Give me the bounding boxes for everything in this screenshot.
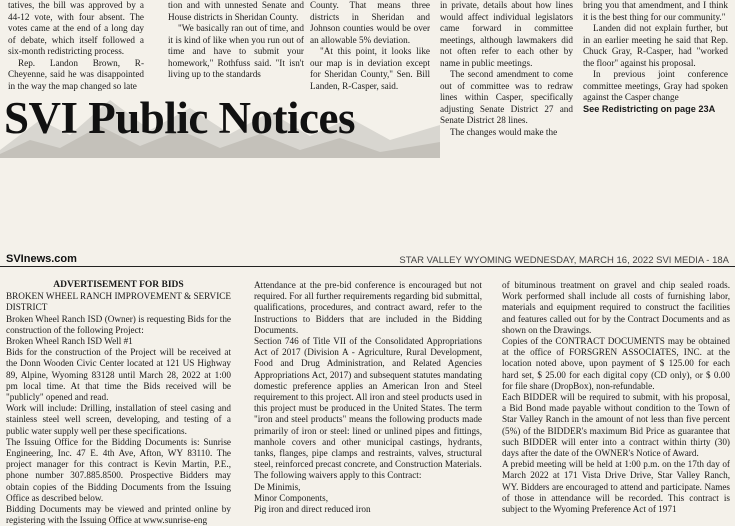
notice-paragraph: Minor Components, [254, 492, 329, 503]
notice-paragraph: Work will include: Drilling, installation of steel casing and stainless steel well screen, developing, and testing of a public water supply well per these specifications. [6, 403, 231, 436]
article-column-2 [168, 0, 304, 90]
notice-column-1 [6, 280, 231, 526]
notice-paragraph: Copies of the CONTRACT DOCUMENTS may be obtained at the office of FORSGREN ASSOCIATES, INC. at the location noted above, upon payment of $ 125.00 for each hard set, $ 25.00 for each digital copy (CD only), or $ 0.00 for file share (DropBox), non-refundable. [502, 336, 730, 391]
continued-on-link[interactable]: See Redistricting on page 23A [583, 103, 716, 114]
article-paragraph: tion and with unnested Senate and House districts in Sheridan County. [168, 0, 304, 22]
notice-paragraph: Bids for the construction of the Project will be received at the Donn Wooden Civic Center located at 121 US Highway 89, Alpine, Wyoming 83128 until March 28, 2022 at 1:00 pm local time. At that time the Bids received will be "publicly" opened and read. [6, 347, 231, 403]
section-banner [0, 90, 440, 158]
article-column-3 [310, 0, 430, 90]
notice-column-3 [502, 280, 730, 515]
notice-paragraph: Broken Wheel Ranch ISD (Owner) is requesting Bids for the construction of the following Project: [6, 313, 231, 335]
article-paragraph: tatives, the bill was approved by a 44-12 vote, with four absent. The votes came at the end of a long day of debate, which itself followed a six-month redistricting process. [8, 0, 144, 56]
article-paragraph: County. That means three districts in Sheridan and Johnson counties would be over an allowable 5% deviation. [310, 0, 430, 45]
notice-paragraph: of bituminous treatment on gravel and chip sealed roads. Work performed shall include all costs of furnishing labor, materials and equipment required to construct the facilities and features called out for by the Contract Documents and as shown on the Drawings. [502, 280, 730, 335]
article-paragraph: "We basically ran out of time, and it is kind of like when you run out of time and have to submit your homework," Rothfuss said. "It isn't living up to the standards [168, 23, 304, 79]
article-paragraph: in private, details about how lines would affect individual legislators came forward in committee meetings, although lawmakers did not often refer to each other by name in public meetings. [440, 0, 573, 68]
notice-paragraph: The Issuing Office for the Bidding Documents is: Sunrise Engineering, Inc. 47 E. 4th Ave, Afton, WY 83110. The project manager for this contract is Kevin Martin, P.E., phone number 307.885.8500. Prospective Bidders may obtain copies of the Bidding Documents from the Issuing Office as described below. [6, 436, 231, 503]
article-column-4 [440, 0, 573, 235]
article-paragraph: In previous joint conference committee meetings, Gray had spoken against the Casper change [583, 69, 728, 102]
article-paragraph: bring you that amendment, and I think it is the best thing for our community." [583, 0, 728, 22]
article-paragraph: "At this point, it looks like our map is in deviation except for Sheridan County," Sen. Bill Landen, R-Casper, said. [310, 46, 430, 91]
article-paragraph: Rep. Landon Brown, R-Cheyenne, said he was disappointed in the way the map changed so late [8, 57, 144, 91]
section-title: SVI Public Notices [4, 93, 355, 143]
notice-paragraph: Pig iron and direct reduced iron [254, 504, 371, 515]
divider [0, 266, 735, 267]
article-paragraph: Landen did not explain further, but in an earlier meeting he said that Rep. Chuck Gray, R-Casper, had "worked the floor" against his proposal. [583, 23, 728, 68]
notice-paragraph: De Minimis, [254, 481, 301, 492]
notice-column-2 [254, 280, 482, 515]
notice-paragraph: Each BIDDER will be required to submit, with his proposal, a Bid Bond made payable without condition to the Town of Star Valley Ranch in the amount of not less than five percent (5%) of the BIDDER's maximum Bid Price as guarantee that such BIDDER will enter into a contract within thirty (30) days after the date of the OWNER's Notice of Award. [502, 392, 730, 459]
notice-paragraph: Bidding Documents may be viewed and printed online by registering with the Issuing Office at www.sunrise-eng [6, 504, 231, 526]
notice-paragraph: Broken Wheel Ranch ISD Well #1 [6, 336, 133, 347]
article-paragraph: The changes would make the [450, 126, 558, 137]
notice-paragraph: Attendance at the pre-bid conference is encouraged but not required. For all further requirements regarding bid submittal, qualifications, procedures, and contract award, refer to the Instructions to Bidders that are included in the Bidding Documents. [254, 280, 482, 335]
notice-paragraph: BROKEN WHEEL RANCH IMPROVEMENT & SERVICE DISTRICT [6, 291, 231, 313]
article-paragraph: The second amendment to come out of committee was to redraw lines within Casper, specifically adjusting Senate District 27 and Senate District 28 lines. [440, 69, 573, 125]
notice-paragraph: A prebid meeting will be held at 1:00 p.m. on the 17th day of March 2022 at 171 Vista Drive Drive, Star Valley Ranch, WY. Bidders are encouraged to attend and participate. Names of those in attendance will be recorded. This contract is subject to the Wyoming Preference Act of 1971 [502, 459, 730, 515]
notice-paragraph: The following waivers apply to this Contract: [254, 470, 422, 481]
notice-paragraph: Section 746 of Title VII of the Consolidated Appropriations Act of 2017 (Division A - Agriculture, Rural Development, Food and Drug Administration, and Related Agencies Appropriations Act, 2017) and subsequent statutes mandating domestic preference applies an American Iron and Steel requirement to this project. All iron and steel products used in this project must be produced in the United States. The term "iron and steel products" means the following products made primarily of iron or steel: lined or unlined pipes and fittings, manhole covers and other municipal castings, hydrants, tanks, flanges, pipe clamps and restraints, valves, structural steel, reinforced precast concrete, and Construction Materials. [254, 336, 482, 470]
dateline: STAR VALLEY WYOMING WEDNESDAY, MARCH 16, 2022 SVI MEDIA - 18A [399, 255, 729, 266]
article-column-5 [583, 0, 728, 235]
site-url[interactable]: SVInews.com [6, 253, 77, 265]
notice-title: ADVERTISEMENT FOR BIDS [53, 280, 184, 290]
